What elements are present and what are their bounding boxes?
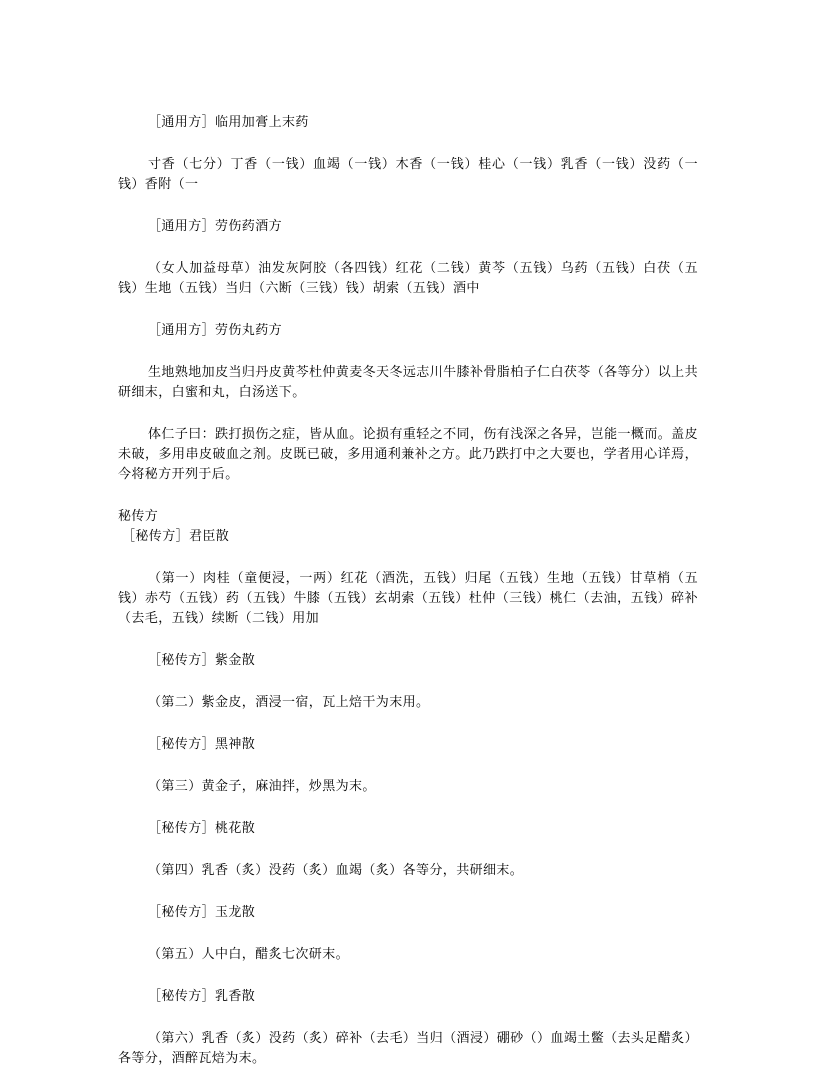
recipe-heading: ［通用方］劳伤药酒方 bbox=[148, 219, 283, 234]
recipe-heading: ［秘传方］桃花散 bbox=[148, 821, 256, 836]
recipe-heading: ［秘传方］君臣散 bbox=[122, 529, 230, 544]
commentary-paragraph: 体仁子曰：跌打损伤之症，皆从血。论损有重轻之不同，伤有浅深之各异，岂能一概而。盖皮未破，多用串皮破血之剂。皮既已破，多用通利兼补之方。此乃跌打中之大要也，学者用心详焉，今将秘方开列于后。 bbox=[118, 427, 698, 482]
section-title: 秘传方 bbox=[118, 509, 159, 524]
recipe-heading: ［秘传方］黑神散 bbox=[148, 737, 256, 752]
recipe-heading: ［秘传方］玉龙散 bbox=[148, 905, 256, 920]
recipe-heading: ［通用方］临用加膏上末药 bbox=[148, 115, 309, 130]
recipe-body: （第四）乳香（炙）没药（炙）血竭（炙）各等分，共研细末。 bbox=[148, 863, 524, 878]
document-page bbox=[118, 113, 698, 1091]
recipe-body: （第五）人中白，醋炙七次研末。 bbox=[148, 947, 350, 962]
recipe-body: （女人加益母草）油发灰阿胶（各四钱）红花（二钱）黄芩（五钱）乌药（五钱）白茯（五钱）生地（五钱）当归（六断（三钱）钱）胡索（五钱）酒中 bbox=[118, 261, 698, 296]
recipe-body: （第二）紫金皮，酒浸一宿，瓦上焙干为末用。 bbox=[148, 695, 430, 710]
recipe-heading: ［秘传方］乳香散 bbox=[148, 989, 256, 1004]
recipe-heading: ［秘传方］紫金散 bbox=[148, 653, 256, 668]
recipe-body: （第六）乳香（炙）没药（炙）碎补（去毛）当归（酒浸）硼砂（）血竭土鳖（去头足醋炙）各等分，酒醉瓦焙为末。 bbox=[118, 1031, 698, 1066]
recipe-body: 生地熟地加皮当归丹皮黄芩杜仲黄麦冬天冬远志川牛膝补骨脂柏子仁白茯苓（各等分）以上共研细末，白蜜和丸，白汤送下。 bbox=[118, 365, 698, 400]
recipe-heading: ［通用方］劳伤丸药方 bbox=[148, 323, 283, 338]
recipe-body: （第一）肉桂（童便浸，一两）红花（酒洗，五钱）归尾（五钱）生地（五钱）甘草梢（五钱）赤芍（五钱）药（五钱）牛膝（五钱）玄胡索（五钱）杜仲（三钱）桃仁（去油，五钱）碎补（去毛，五钱）续断（二钱）用加 bbox=[118, 571, 698, 626]
recipe-body: 寸香（七分）丁香（一钱）血竭（一钱）木香（一钱）桂心（一钱）乳香（一钱）没药（一钱）香附（一 bbox=[118, 157, 698, 192]
recipe-body: （第三）黄金子，麻油拌，炒黑为末。 bbox=[148, 779, 376, 794]
